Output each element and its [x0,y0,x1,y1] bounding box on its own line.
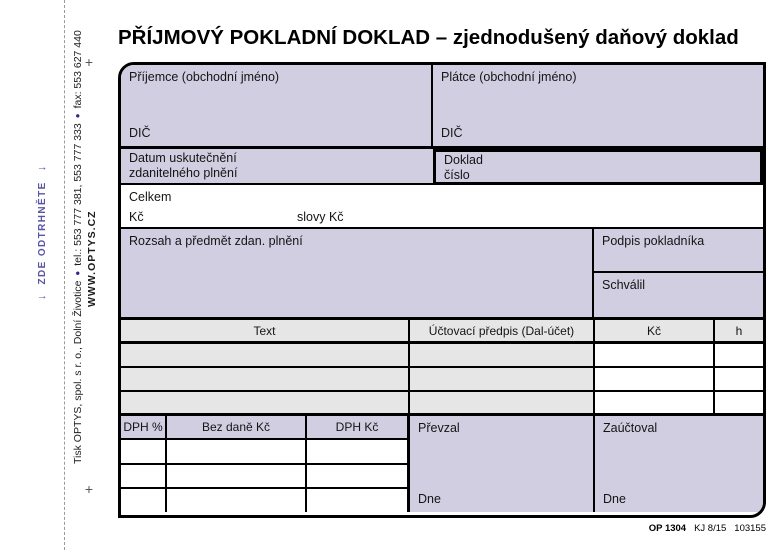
date-doc-section [121,149,763,185]
recipient-dic-label: DIČ [129,126,151,140]
header-accounting: Účtovací předpis (Dal-účet) [410,320,595,341]
cashier-signature-label: Podpis pokladníka [602,234,705,248]
serial-number: 103155 [734,523,766,534]
form-code: OP 1304 [648,523,687,534]
cell-kc [595,344,715,366]
cell-vat-amount [307,489,407,512]
approved-label: Schválil [602,278,646,292]
vat-table-row [121,440,407,465]
items-table-row [121,368,763,392]
taxable-date-label: Datum uskutečnění zdanitelného plnění [129,151,238,181]
vat-table-row [121,465,407,490]
form-title: PŘÍJMOVÝ POKLADNÍ DOKLAD – zjednodušený daňový doklad [118,26,739,49]
cell-accounting [410,392,595,413]
printer-tel: tel.: 553 777 381, 553 777 333 [72,123,84,266]
total-label: Celkem [129,190,172,204]
recipient-field [121,65,433,146]
total-section [121,185,763,229]
registration-mark: + [84,54,94,70]
items-table-row [121,344,763,368]
registration-mark: + [84,481,94,497]
payer-label: Plátce (obchodní jméno) [441,70,577,84]
cell-base-amount [167,440,307,463]
vat-table-row [121,489,407,512]
cell-base-amount [167,465,307,488]
cell-text [121,392,410,413]
cell-text [121,368,410,390]
total-kc-label: Kč [129,210,144,224]
cell-vat-percent [121,465,167,488]
printer-website: WWW.OPTYS.CZ [86,210,98,307]
received-by-field [410,416,595,512]
header-vat-percent: DPH % [121,416,167,438]
cell-vat-amount [307,440,407,463]
cell-kc [595,392,715,413]
cell-vat-percent [121,489,167,512]
header-base-amount: Bez daně Kč [167,416,307,438]
cell-h [715,392,763,413]
vat-table [121,416,410,512]
received-by-label: Převzal [418,421,460,435]
posted-by-field [595,416,763,512]
approved-field [594,273,763,317]
cell-vat-percent [121,440,167,463]
down-arrow-icon: ↓ [36,294,48,300]
cashier-signature-field [594,229,763,273]
items-table-header [121,320,763,344]
bottom-section [121,416,763,512]
scope-section [121,229,763,317]
document-number-field [433,149,763,185]
cell-vat-amount [307,465,407,488]
recipient-label: Příjemce (obchodní jméno) [129,70,280,84]
items-table-row [121,392,763,416]
header-h: h [735,323,743,338]
tear-here-label: ↓ZDE ODTRHNĚTE↓ [36,165,48,300]
cell-text [121,344,410,366]
posted-by-label: Zaúčtoval [603,421,658,435]
bullet-icon: ● [73,270,82,276]
payer-field [433,65,763,146]
perforation-line [64,0,65,550]
document-number-label: Doklad číslo [444,153,483,183]
header-text: Text [121,320,410,341]
scope-label: Rozsah a předmět zdan. plnění [129,234,303,248]
items-table [121,317,763,416]
received-date-label: Dne [418,492,441,506]
cell-base-amount [167,489,307,512]
cell-h [715,344,763,366]
cell-h [715,368,763,390]
cell-accounting [410,344,595,366]
cell-kc [595,368,715,390]
header-kc: Kč [595,320,715,341]
down-arrow-icon: ↓ [36,165,48,172]
footer-codes [118,523,766,534]
header-vat-amount: DPH Kč [335,420,379,434]
vat-table-header [121,416,407,440]
cell-accounting [410,368,595,390]
bullet-icon: ● [73,113,82,119]
printer-info [72,30,84,464]
signature-column [592,229,763,317]
receipt-form [118,62,766,518]
total-in-words-label: slovy Kč [297,210,344,224]
edition-code: KJ 8/15 [694,523,727,534]
printer-company: Tisk OPTYS, spol. s r. o., Dolní Životice [72,280,84,464]
payer-dic-label: DIČ [441,126,463,140]
posted-date-label: Dne [603,492,626,506]
scope-field [121,229,592,317]
taxable-date-field [121,149,433,185]
printer-fax: fax: 553 627 440 [72,30,84,109]
parties-section [121,65,763,149]
